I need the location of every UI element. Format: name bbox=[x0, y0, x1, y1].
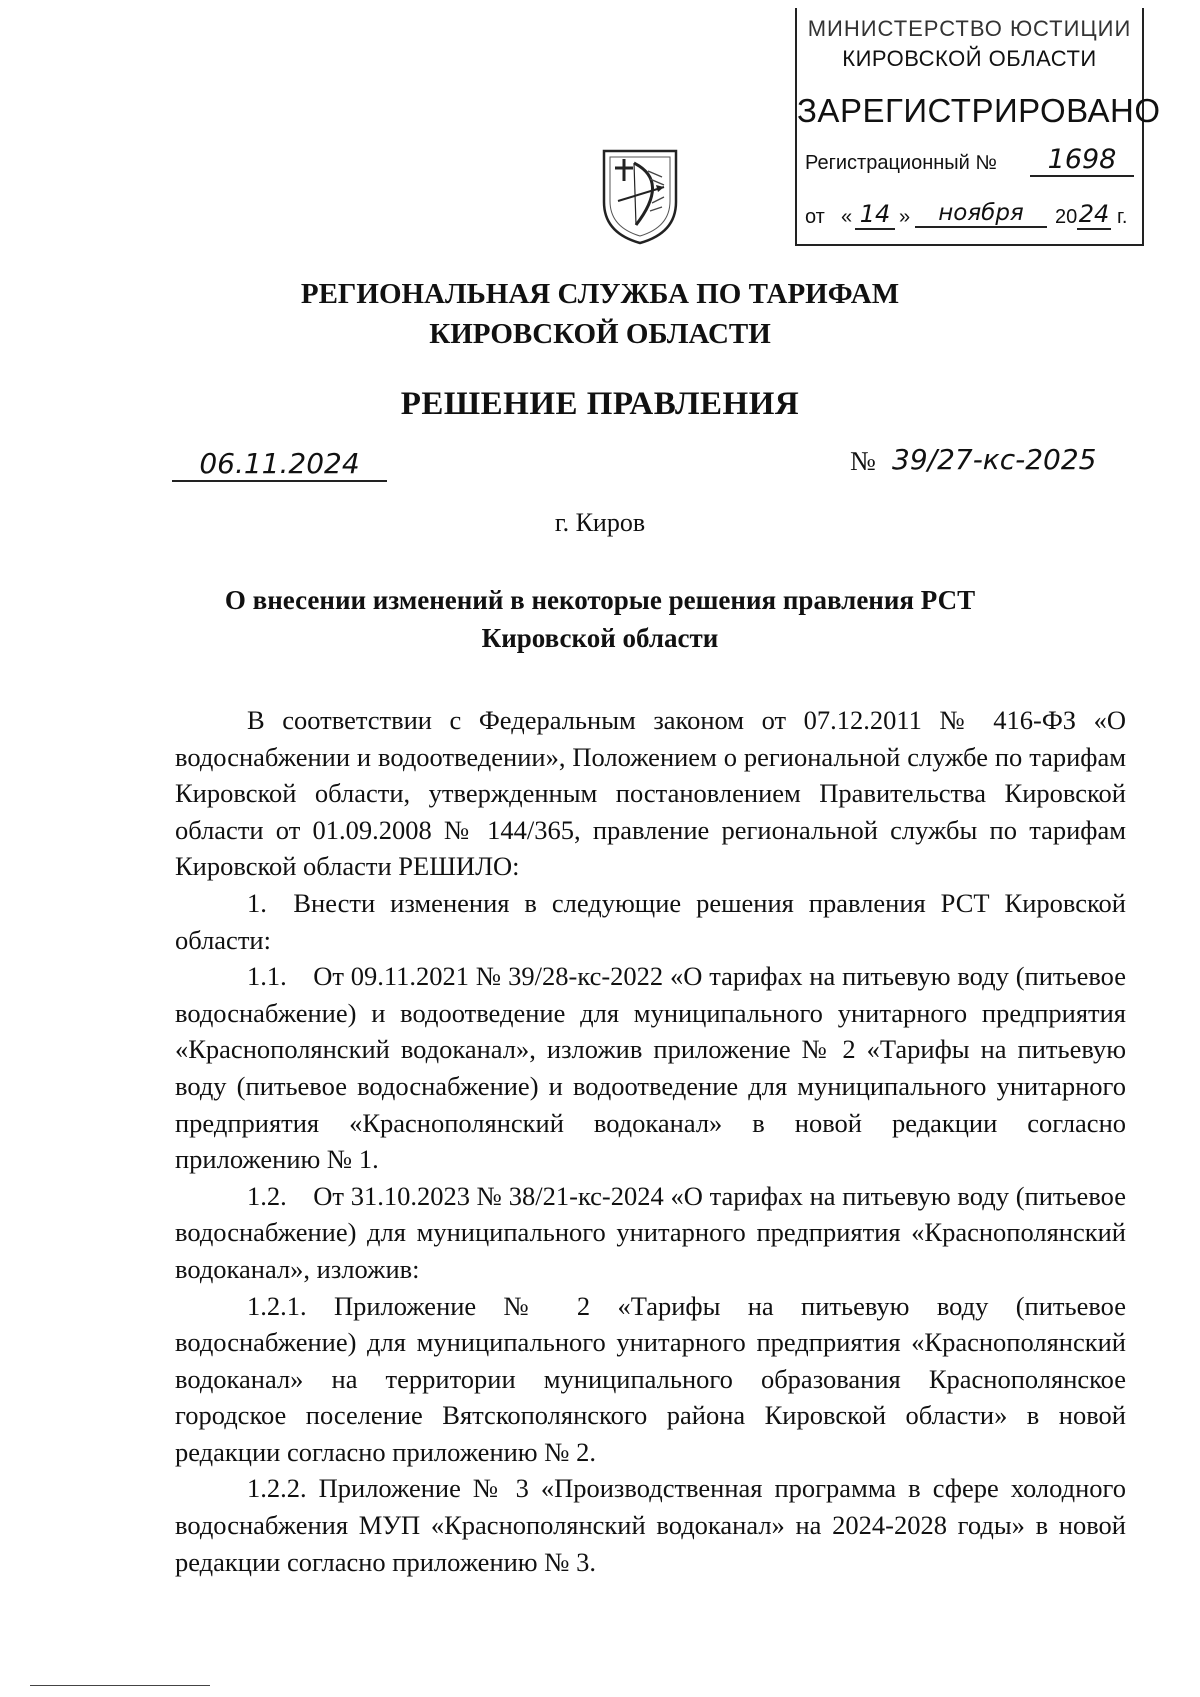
document-type: РЕШЕНИЕ ПРАВЛЕНИЯ bbox=[400, 386, 800, 422]
stamp-day: 14 bbox=[855, 200, 895, 230]
paragraph-item-1-1: 1.1. От 09.11.2021 № 39/28-кс-2022 «О тарифах на питьевую воду (питьевое водоснабжение) и водоотведение для муниципального унитарного предприятия «Краснополянский водоканал», изложив приложение № 2 «Тарифы на питьевую воду (питьевое водоснабжение) и водоотведение для муниципального унитарного предприятия «Краснополянский водоканал» в новой редакции согласно приложению № 1. bbox=[175, 961, 1126, 1175]
subject-line1: О внесении изменений в некоторые решения правления РСТ bbox=[224, 585, 976, 615]
kirov-coat-of-arms-icon bbox=[600, 147, 680, 245]
subject-line2: Кировской области bbox=[481, 623, 719, 653]
footer-divider bbox=[30, 1685, 210, 1686]
paragraph-preamble: В соответствии с Федеральным законом от 07.12.2011 № 416-ФЗ «О водоснабжении и водоотведении», Положением о региональной службе по тарифам Кировской области, утвержденным постановлением Правительства Кировской области от 01.09.2008 № 144/365, правление региональной службы по тарифам Кировской области РЕШИЛО: bbox=[175, 705, 1126, 882]
stamp-month: ноября bbox=[915, 200, 1047, 228]
stamp-quote-close: » bbox=[899, 206, 911, 228]
paragraph-item-1-2: 1.2. От 31.10.2023 № 38/21-кс-2024 «О тарифах на питьевую воду (питьевое водоснабжение) для муниципального унитарного предприятия «Краснополянский водоканал», изложив: bbox=[175, 1180, 1126, 1284]
org-name-line2: КИРОВСКОЙ ОБЛАСТИ bbox=[429, 318, 771, 350]
document-body bbox=[175, 702, 1126, 1580]
registration-stamp bbox=[795, 8, 1161, 246]
stamp-quote-open: « bbox=[841, 206, 853, 228]
city: г. Киров bbox=[554, 508, 646, 537]
stamp-ministry: МИНИСТЕРСТВО ЮСТИЦИИ bbox=[807, 16, 1132, 41]
stamp-from-label: от bbox=[805, 206, 825, 228]
stamp-reg-label: Регистрационный № bbox=[805, 152, 997, 174]
stamp-year-suffix: 24 bbox=[1078, 200, 1110, 228]
stamp-date-row bbox=[805, 200, 1135, 234]
paragraph-item-1: 1. Внести изменения в следующие решения правления РСТ Кировской области: bbox=[175, 887, 1126, 955]
decision-date: 06.11.2024 bbox=[172, 447, 387, 482]
number-sign: № bbox=[850, 446, 876, 476]
stamp-century: 20 bbox=[1055, 206, 1078, 228]
paragraph-item-1-2-2: 1.2.2. Приложение № 3 «Производственная программа в сфере холодного водоснабжения МУП «Краснополянский водоканал» на 2024-2028 годы» в новой редакции согласно приложению № 3. bbox=[175, 1473, 1126, 1577]
stamp-reg-number: 1698 bbox=[1030, 144, 1134, 177]
stamp-year-mark: г. bbox=[1117, 206, 1128, 228]
stamp-region: КИРОВСКОЙ ОБЛАСТИ bbox=[842, 46, 1097, 71]
decision-number: 39/27-кс-2025 bbox=[892, 443, 1097, 476]
org-name-line1: РЕГИОНАЛЬНАЯ СЛУЖБА ПО ТАРИФАМ bbox=[300, 278, 900, 310]
stamp-registered: ЗАРЕГИСТРИРОВАНО bbox=[797, 92, 1161, 129]
paragraph-item-1-2-1: 1.2.1. Приложение № 2 «Тарифы на питьевую воду (питьевое водоснабжение) для муниципального унитарного предприятия «Краснополянский водоканал» на территории муниципального образования Краснополянское городское поселение Вятскополянского района Кировской области» в новой редакции согласно приложению № 2. bbox=[175, 1290, 1126, 1467]
